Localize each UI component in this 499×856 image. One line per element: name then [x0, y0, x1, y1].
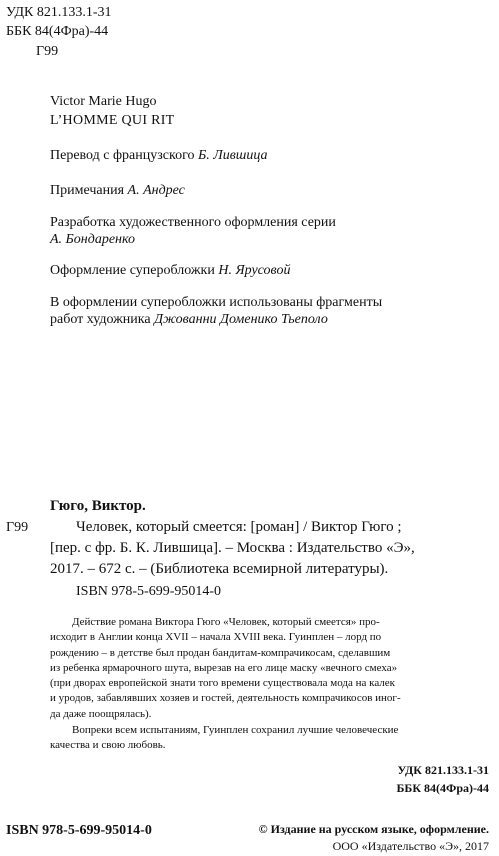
catalog-isbn: ISBN 978-5-699-95014-0 — [76, 584, 222, 599]
udk-code-bottom: УДК 821.133.1-31 — [397, 763, 489, 777]
bbk-code-bottom: ББК 84(4Фра)-44 — [396, 781, 489, 795]
annotation-paragraph-2 — [50, 723, 490, 754]
original-title: L’HOMME QUI RIT — [50, 113, 175, 128]
credit-notes-name: А. Андрес — [127, 183, 185, 198]
credit-translator-name: Б. Лившица — [197, 148, 268, 163]
credit-series-designer-name: А. Бондаренко — [50, 232, 136, 247]
annotation-paragraph-1 — [50, 615, 490, 722]
credit-cover — [50, 262, 290, 279]
annotation-line: да даже поощрялась). — [50, 707, 152, 720]
bbk-code-top: ББК 84(4Фра)-44 — [6, 24, 109, 39]
annotation-line: и уродов, забавлявших хозяев и гостей, деятельность компрачикосов иног- — [50, 692, 401, 705]
catalog-line-2: [пер. с фр. Б. К. Лившица]. – Москва : Издательство «Э», — [50, 540, 415, 556]
credit-cover-label: Оформление суперобложки — [50, 263, 219, 278]
credit-fragments-artist — [50, 311, 328, 328]
catalog-author-heading: Гюго, Виктор. — [50, 498, 146, 514]
credit-fragments-label: работ художника — [50, 312, 155, 327]
credit-translation-label: Перевод с французского — [50, 148, 198, 163]
original-author: Victor Marie Hugo — [50, 94, 157, 109]
credit-artist-name: Джованни Доменико Тьеполо — [154, 312, 328, 327]
annotation-line: Действие романа Виктора Гюго «Человек, который смеется» про- — [72, 616, 380, 628]
credit-fragments: В оформлении суперобложки использованы фрагменты — [50, 295, 383, 310]
credit-translation — [50, 147, 268, 164]
footer-copyright-line-1: © Издание на русском языке, оформление. — [258, 822, 489, 836]
udk-code-top: УДК 821.133.1-31 — [6, 5, 112, 20]
footer-copyright-line-2: ООО «Издательство «Э», 2017 — [332, 839, 489, 853]
annotation-line: исходит в Англии конца XVII – начала XVIII века. Гуинплен – лорд по — [50, 631, 382, 644]
credit-notes — [50, 182, 185, 199]
catalog-line-3: 2017. – 672 с. – (Библиотека всемирной литературы). — [50, 561, 389, 577]
annotation-line: из ребенка ярмарочного шута, вырезав на его лице маску «вечного смеха» — [50, 661, 398, 674]
credit-cover-name: Н. Ярусовой — [218, 263, 291, 278]
credit-notes-label: Примечания — [50, 183, 128, 198]
annotation-line: (при дворах европейской знати того времени существовала мода на калек — [50, 677, 396, 690]
author-mark-top: Г99 — [36, 44, 59, 59]
annotation-line: Вопреки всем испытаниям, Гуинплен сохранил лучшие человеческие — [72, 724, 399, 736]
catalog-line-1: Человек, который смеется: [роман] / Виктор Гюго ; — [76, 519, 402, 535]
catalog-author-mark: Г99 — [6, 520, 29, 535]
annotation-line: рождению – в детстве был продан бандитам-компрачикосам, сделавшим — [50, 646, 391, 659]
credit-series-design: Разработка художественного оформления серии — [50, 215, 336, 230]
annotation-line: качества и свою любовь. — [50, 739, 166, 752]
footer-isbn: ISBN 978-5-699-95014-0 — [6, 823, 152, 838]
